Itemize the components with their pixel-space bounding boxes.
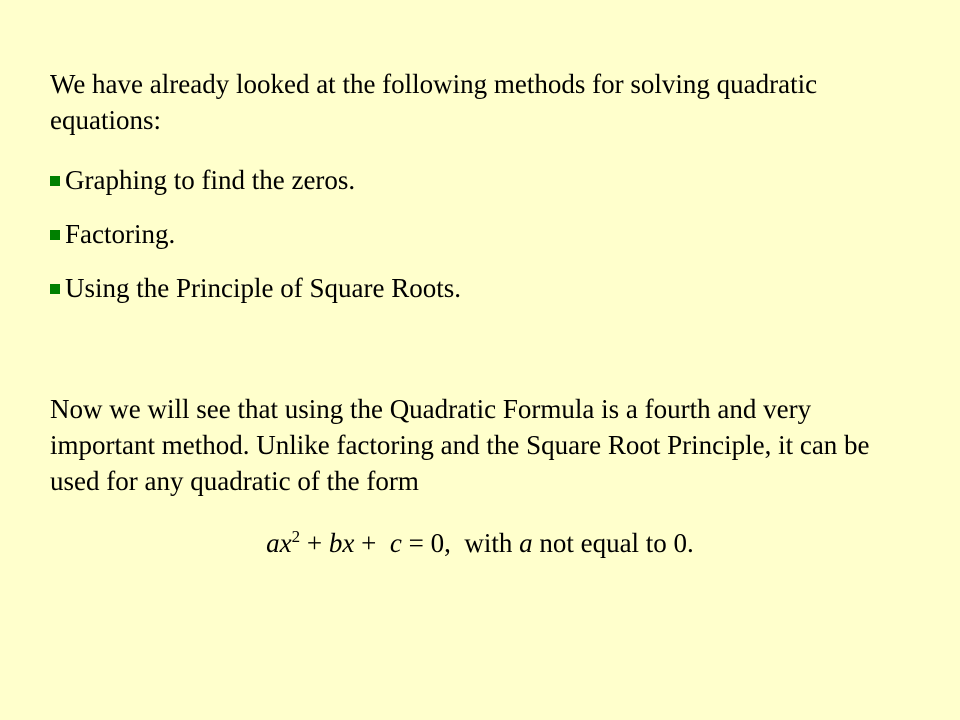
intro-text: We have already looked at the following methods for solving quadratic equations: (50, 69, 818, 135)
list-item-label: Factoring. (65, 218, 176, 249)
plus-sign: + (354, 528, 390, 558)
list-item (50, 162, 461, 198)
square-bullet-icon (50, 284, 60, 294)
square-bullet-icon (50, 230, 60, 240)
term-a: a (519, 528, 533, 558)
term-ax: ax (266, 528, 292, 558)
term-c: c (389, 528, 402, 558)
exponent: 2 (291, 527, 301, 546)
plus-sign: + (300, 528, 329, 558)
general-form-equation (0, 525, 960, 561)
quadratic-formula-intro: Now we will see that using the Quadratic Formula is a fourth and very important method. Unlike factoring and the Square Root Principle, it can be used for any quadratic of the form (50, 394, 870, 496)
term-bx: bx (328, 528, 355, 558)
list-item-label: Using the Principle of Square Roots. (65, 272, 461, 303)
list-item (50, 270, 461, 306)
list-item-label: Graphing to find the zeros. (65, 164, 356, 195)
formula-tail: not equal to 0. (532, 528, 694, 558)
equals-clause: = 0, with (401, 528, 520, 558)
methods-list (50, 162, 461, 324)
list-item (50, 216, 461, 252)
square-bullet-icon (50, 176, 60, 186)
